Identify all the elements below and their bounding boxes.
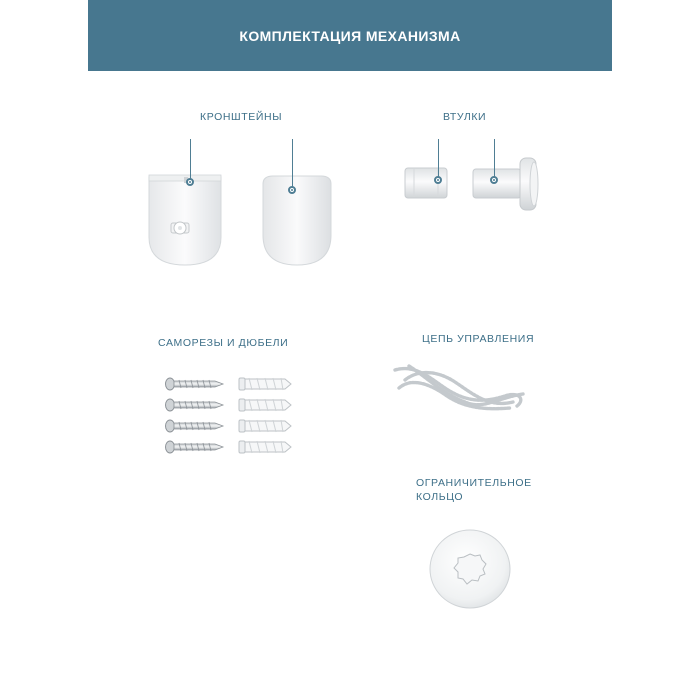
header-banner [88,0,612,71]
brackets-pointer-line-1 [190,139,191,179]
brackets-label: КРОНШТЕЙНЫ [200,111,283,123]
bushings-pointer-line-2 [494,139,495,177]
screws-label: САМОРЕЗЫ И ДЮБЕЛИ [158,337,289,349]
screws-and-dowels-image [155,372,300,462]
ring-label-line1: ОГРАНИЧИТЕЛЬНОЕ [416,477,532,489]
chain-label: ЦЕПЬ УПРАВЛЕНИЯ [422,333,535,345]
bushings-label: ВТУЛКИ [443,111,487,123]
page-title: КОМПЛЕКТАЦИЯ МЕХАНИЗМА [239,27,461,44]
bracket-plain-image [255,170,340,270]
control-chain-image [385,358,535,418]
bushings-pointer-line-1 [438,139,439,177]
bushings-pointer-dot-2 [490,176,498,184]
brackets-pointer-line-2 [292,139,293,187]
stop-ring-image [418,525,528,610]
bushing-short-image [400,160,452,205]
brackets-pointer-dot-1 [186,178,194,186]
ring-label-line2: КОЛЬЦО [416,491,464,503]
bracket-with-pin-image [140,165,230,270]
bushings-pointer-dot-1 [434,176,442,184]
brackets-pointer-dot-2 [288,186,296,194]
bushing-flanged-image [468,152,548,212]
